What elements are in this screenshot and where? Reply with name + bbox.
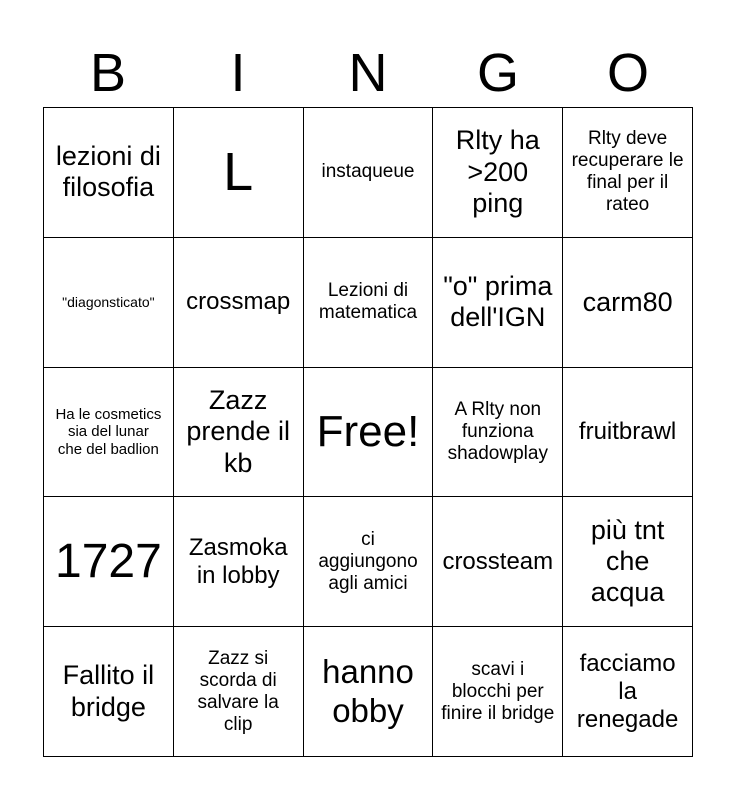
cell-text: ci aggiungono agli amici: [318, 528, 418, 594]
bingo-cell[interactable]: [433, 238, 563, 368]
cell-text: Free!: [316, 407, 420, 457]
cell-text: Rlty deve recuperare le final per il rateo: [571, 128, 684, 216]
cell-text: crossmap: [186, 288, 291, 316]
cell-text: Ha le cosmetics sia del lunar che del badlion: [55, 405, 162, 458]
cell-text: "o" prima dell'IGN: [443, 270, 553, 333]
cell-text: Zazz si scorda di salvare la clip: [197, 647, 279, 735]
cell-text: lezioni di filosofia: [55, 141, 161, 203]
cell-text: A Rlty non funziona shadowplay: [447, 398, 548, 464]
cell-text: scavi i blocchi per finire il bridge: [441, 658, 555, 724]
header-letter-n: N: [348, 43, 388, 103]
cell-text: "diagonsticato": [62, 294, 155, 311]
bingo-cell[interactable]: [44, 108, 174, 238]
bingo-cell[interactable]: [304, 238, 434, 368]
bingo-cell[interactable]: [563, 108, 693, 238]
bingo-cell[interactable]: [174, 497, 304, 627]
cell-text: più tnt che acqua: [590, 514, 665, 608]
bingo-cell[interactable]: [44, 497, 174, 627]
bingo-cell[interactable]: [433, 497, 563, 627]
bingo-cell[interactable]: [433, 627, 563, 757]
bingo-header: [43, 38, 693, 108]
bingo-cell[interactable]: [174, 627, 304, 757]
cell-text: crossteam: [442, 547, 554, 575]
cell-text: hanno obby: [322, 653, 414, 729]
bingo-cell[interactable]: [563, 497, 693, 627]
cell-text: Zasmoka in lobby: [188, 533, 288, 589]
bingo-cell[interactable]: [44, 627, 174, 757]
cell-text: Fallito il bridge: [62, 660, 155, 722]
cell-text: Rlty ha >200 ping: [455, 125, 540, 219]
header-letter-b: B: [89, 43, 127, 103]
cell-text: Lezioni di matematica: [318, 280, 418, 324]
cell-text: carm80: [582, 286, 673, 317]
bingo-cell[interactable]: [433, 368, 563, 498]
header-letter-i: I: [230, 43, 246, 103]
cell-text: 1727: [55, 534, 162, 588]
bingo-cell[interactable]: [44, 238, 174, 368]
cell-text: L: [223, 142, 254, 203]
bingo-cell[interactable]: [433, 108, 563, 238]
header-letter-g: G: [476, 43, 519, 103]
cell-text: facciamo la renegade: [576, 649, 679, 733]
free-space[interactable]: [304, 368, 434, 498]
bingo-cell[interactable]: [304, 108, 434, 238]
header-letter-o: O: [606, 43, 649, 103]
cell-text: instaqueue: [321, 161, 415, 183]
bingo-cell[interactable]: [44, 368, 174, 498]
bingo-cell[interactable]: [563, 238, 693, 368]
bingo-card: [43, 107, 693, 757]
bingo-cell[interactable]: [563, 368, 693, 498]
cell-text: Zazz prende il kb: [186, 385, 290, 478]
cell-text: fruitbrawl: [578, 418, 677, 446]
bingo-cell[interactable]: [304, 497, 434, 627]
bingo-cell[interactable]: [304, 627, 434, 757]
bingo-cell[interactable]: [174, 368, 304, 498]
bingo-cell[interactable]: [174, 108, 304, 238]
bingo-cell[interactable]: [174, 238, 304, 368]
bingo-cell[interactable]: [563, 627, 693, 757]
